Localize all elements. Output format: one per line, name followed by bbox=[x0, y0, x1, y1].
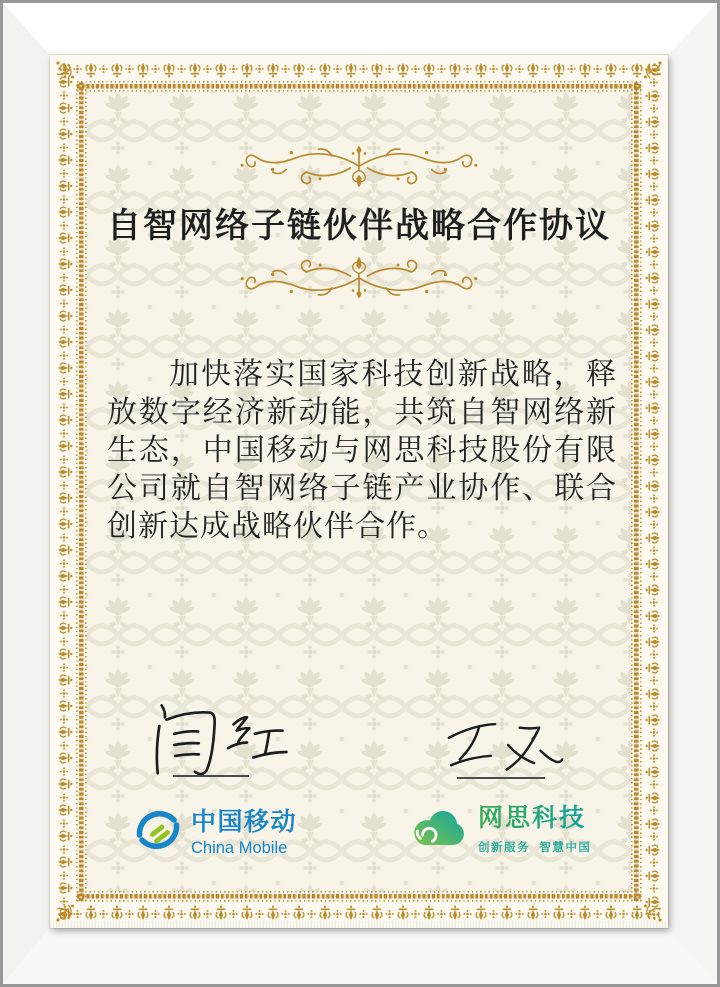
signature-left-handwriting bbox=[138, 691, 288, 783]
china-mobile-logo bbox=[134, 802, 297, 858]
china-mobile-wordmark bbox=[191, 802, 297, 858]
netthink-name-cn: 网思科技 bbox=[478, 798, 591, 834]
gold-border-right bbox=[645, 63, 661, 920]
signature-left-underline bbox=[173, 775, 249, 777]
gold-flourish-bottom bbox=[232, 254, 486, 300]
signature-right-handwriting bbox=[433, 705, 563, 785]
gold-border-top bbox=[58, 62, 660, 78]
gold-corner-ornament bbox=[54, 59, 76, 81]
gold-beaded-line-bottom bbox=[77, 891, 641, 902]
china-mobile-name-en: China Mobile bbox=[191, 839, 288, 857]
agreement-body-text: 加快落实国家科技创新战略，释放数字经济新动能，共筑自智网络新生态，中国移动与网思科技股份有限公司就自智网络子链产业协作、联合创新达成战略伙伴合作。 bbox=[107, 357, 617, 544]
china-mobile-name-cn: 中国移动 bbox=[191, 808, 298, 836]
gold-border-left bbox=[57, 63, 73, 920]
certificate-paper bbox=[50, 55, 668, 928]
china-mobile-icon bbox=[134, 806, 182, 854]
certificate-title: 自智网络子链伙伴战略合作协议 bbox=[107, 206, 611, 246]
netthink-tagline: 创新服务 智慧中国 bbox=[478, 842, 592, 854]
gold-flourish-top bbox=[232, 144, 486, 190]
paper-ribbed-edge bbox=[50, 921, 668, 928]
signature-right-underline bbox=[457, 777, 545, 779]
gold-border-bottom bbox=[58, 905, 660, 921]
gold-corner-ornament bbox=[642, 59, 664, 81]
gold-beaded-line-top bbox=[77, 81, 641, 92]
netthink-wordmark bbox=[478, 798, 591, 855]
netthink-logo bbox=[410, 798, 591, 855]
netthink-cloud-icon bbox=[410, 801, 468, 853]
